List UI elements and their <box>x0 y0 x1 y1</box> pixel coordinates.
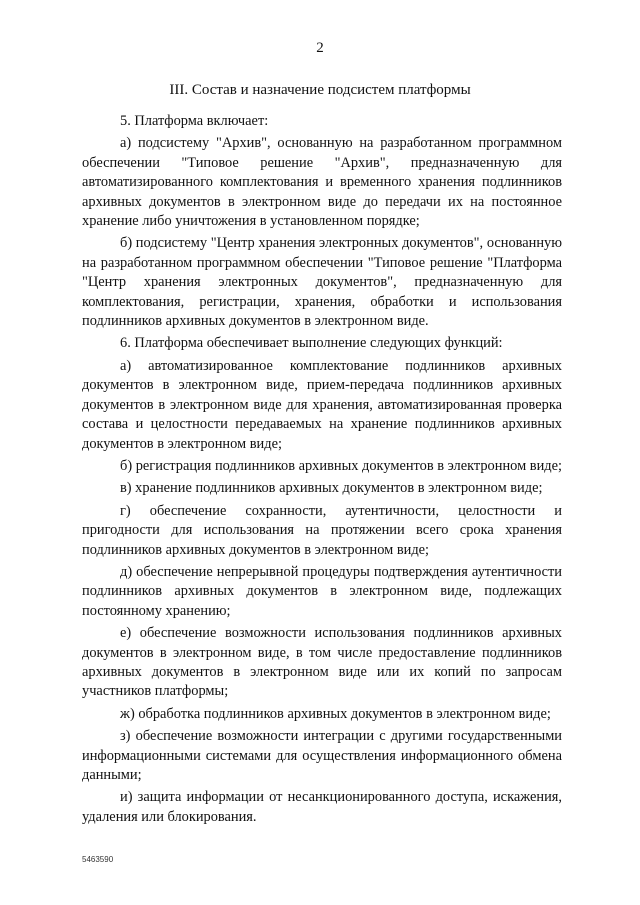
paragraph-6d: д) обеспечение непрерывной процедуры подтверждения аутентичности подлинников архивных документов в электронном виде, подлежащих постоянному хранению; <box>82 563 562 619</box>
paragraph-6g: г) обеспечение сохранности, аутентичности, целостности и пригодности для использования на протяжении всего срока хранения подлинников архивных документов в электронном виде; <box>82 502 562 558</box>
document-body <box>82 112 562 830</box>
paragraph-6v: в) хранение подлинников архивных документов в электронном виде; <box>120 480 543 497</box>
paragraph-6zh: ж) обработка подлинников архивных документов в электронном виде; <box>120 705 551 722</box>
paragraph-5a: а) подсистему "Архив", основанную на разработанном программном обеспечении "Типовое решение "Архив", предназначенную для автоматизированного комплектования и временного хранения подлинников архивных документов в электронном виде до передачи их на постоянное хранение либо уничтожения в установленном порядке; <box>82 135 562 230</box>
paragraph-5b: б) подсистему "Центр хранения электронных документов", основанную на разработанном программном обеспечении "Типовое решение "Платформа "Центр хранения электронных документов", предназначенную для комплектования, регистрации, хранения, обработки и использования подлинников архивных документов в электронном виде. <box>82 235 562 330</box>
paragraph-6i: и) защита информации от несанкционированного доступа, искажения, удаления или блокирования. <box>82 789 562 825</box>
page-number: 2 <box>316 40 324 56</box>
paragraph-6-intro: 6. Платформа обеспечивает выполнение следующих функций: <box>120 335 503 352</box>
document-code: 5463590 <box>82 855 114 864</box>
paragraph-6e: е) обеспечение возможности использования подлинников архивных документов в электронном виде, в том числе предоставление подлинников архивных документов в электронном виде или их копий по запросам участников платформы; <box>82 625 562 700</box>
paragraph-6z: з) обеспечение возможности интеграции с другими государственными информационными системами для осуществления информационного обмена данными; <box>82 728 562 783</box>
section-heading: III. Состав и назначение подсистем платформы <box>169 82 471 98</box>
paragraph-5-intro: 5. Платформа включает: <box>120 113 269 129</box>
paragraph-6a: а) автоматизированное комплектование подлинников архивных документов в электронном виде, прием-передача подлинников архивных документов в электронном виде для хранения, автоматизированная проверка состава и целостности передаваемых на хранение подлинников архивных документов в электронном виде; <box>82 357 562 452</box>
paragraph-6b: б) регистрация подлинников архивных документов в электронном виде; <box>120 457 562 474</box>
